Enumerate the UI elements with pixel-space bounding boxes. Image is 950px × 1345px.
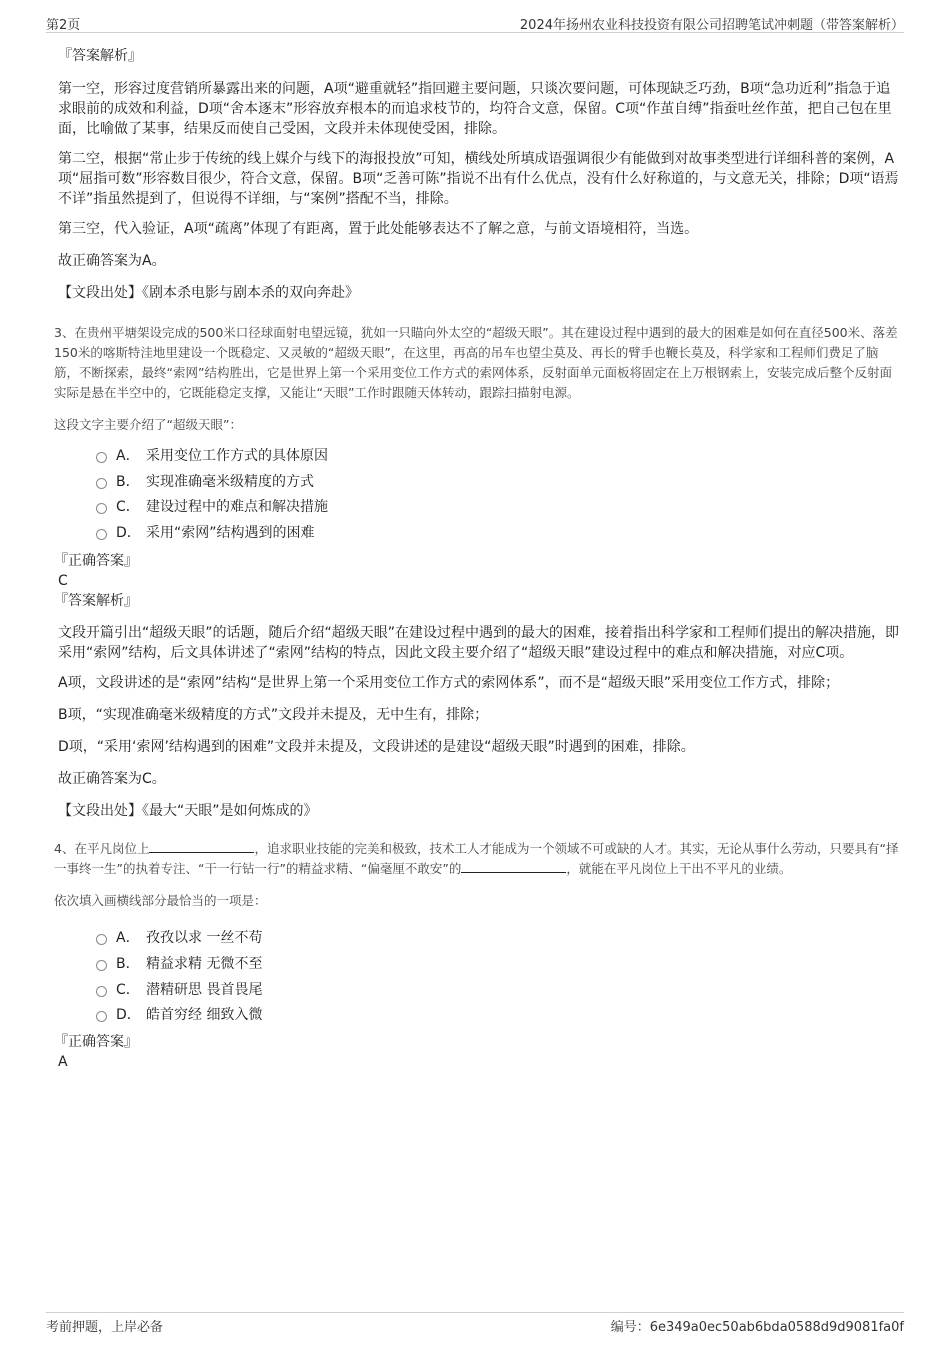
q3-analysis-paragraph: B项，“实现准确毫米级精度的方式”文段并未提及，无中生有，排除； — [58, 707, 489, 724]
q2-analysis-paragraph: 第二空，根据“常止步于传统的线上媒介与线下的海报投放”可知，横线处所填成语强调很少有能做到对故事类型进行详细科普的案例，A项“屈指可数”形容数目很少，符合文意，保留。B项“乏善可陈”指说不出有什么优点，没有什么好称道的，与文意无关，排除；D项“语焉不详”指虽然提到了，但说得不详细，与“案例”搭配不当，排除。 — [58, 151, 899, 207]
option-text: 皓首穷经 细致入微 — [146, 1007, 263, 1024]
q4-answer-value: A — [58, 1053, 68, 1070]
radio-icon[interactable] — [96, 1011, 107, 1022]
option-text: 建设过程中的难点和解决措施 — [146, 499, 328, 516]
option-letter: A． — [116, 930, 140, 947]
option-letter: A． — [116, 448, 140, 464]
radio-icon[interactable] — [96, 478, 107, 489]
q2-analysis-paragraph: 第三空，代入验证，A项“疏离”体现了有距离，置于此处能够表达不了解之意，与前文语境相符，当选。 — [58, 221, 699, 237]
option-letter: C． — [116, 499, 140, 516]
option-text: 实现准确毫米级精度的方式 — [146, 473, 314, 490]
q3-question-text: 3、在贵州平塘架设完成的500米口径球面射电望远镜，犹如一只瞄向外太空的“超级天眼”。其在建设过程中遇到的最大的困难是如何在直径500米、落差150米的喀斯特洼地里建设一个既稳定、又灵敏的“超级天眼”，在这里，再高的吊车也望尘莫及、再长的臂手也鞭长莫及，科学家和工程师们费足了脑筋，不断探索，最终“索网”结构胜出，它是世界上第一个采用变位工作方式的索网体系，反射面单元面板将固定在上万根钢索上，安装完成后整个反射面实际是悬在半空中的，它既能稳定支撑，又能让“天眼”工作时跟随天体转动，跟踪扫描射电源。 — [54, 325, 898, 400]
q3-option-a[interactable] — [58, 445, 900, 471]
q4-text-part2: ，追求职业技能的完美和极致，技术工人才能成为一个领域不可或缺的人才。其实，无论从事什么劳动，只要具有“择一事终一生”的执着专注、“干一行钻一行”的精益求精、“偏毫厘不敢安”的 — [54, 841, 899, 877]
q2-analysis-paragraph: 故正确答案为A。 — [58, 253, 166, 269]
footer-slogan: 考前押题，上岸必备 — [46, 1320, 164, 1335]
q3-options — [58, 445, 900, 547]
page-header — [46, 12, 904, 33]
q4-answer-label: 『正确答案』 — [54, 1033, 138, 1050]
page-number: 第2页 — [46, 18, 81, 33]
q4-option-d[interactable] — [58, 1004, 900, 1030]
q4-option-b[interactable] — [58, 953, 900, 979]
q3-analysis-paragraph: 故正确答案为C。 — [58, 771, 166, 788]
option-text: 采用“索网”结构遇到的困难 — [146, 524, 315, 541]
q4-text-part1: 4、在平凡岗位上 — [54, 841, 150, 857]
q3-source: 【文段出处】《最大“天眼”是如何炼成的》 — [58, 803, 318, 820]
page-content — [54, 46, 900, 1072]
option-letter: B． — [116, 955, 140, 972]
q4-text-part3: ，就能在平凡岗位上干出不平凡的业绩。 — [566, 861, 792, 877]
fill-blank — [461, 860, 566, 873]
radio-icon[interactable] — [96, 986, 107, 997]
q4-question-text — [54, 839, 900, 879]
q2-analysis-label: 『答案解析』 — [58, 48, 142, 64]
q2-source: 【文段出处】《剧本杀电影与剧本杀的双向奔赴》 — [58, 285, 359, 301]
radio-icon[interactable] — [96, 960, 107, 971]
q2-analysis-paragraph: 第一空，形容过度营销所暴露出来的问题，A项“避重就轻”指回避主要问题，只谈次要问题，可体现缺乏巧劲，B项“急功近利”指急于追求眼前的成效和利益，D项“舍本逐末”形容放弃根本的而追求枝节的，均符合文意，保留。C项“作茧自缚”指蚕吐丝作茧，把自己包在里面，比喻做了某事，结果反而使自己受困，文段并未体现使受困，排除。 — [58, 81, 892, 137]
q3-option-d[interactable] — [58, 522, 900, 548]
q3-analysis-label: 『答案解析』 — [54, 593, 138, 610]
radio-icon[interactable] — [96, 503, 107, 514]
option-letter: D． — [116, 1007, 141, 1024]
q3-answer-value: C — [58, 573, 68, 590]
footer-serial: 编号：6e349a0ec50ab6bda0588d9d9081fa0f — [610, 1320, 904, 1335]
radio-icon[interactable] — [96, 934, 107, 945]
q4-question-prompt: 依次填入画横线部分最恰当的一项是： — [54, 893, 267, 909]
option-text: 潜精研思 畏首畏尾 — [146, 981, 263, 998]
q3-option-b[interactable] — [58, 471, 900, 497]
page-footer — [46, 1312, 904, 1333]
option-text: 孜孜以求 一丝不苟 — [146, 930, 263, 947]
q3-analysis-paragraph: 文段开篇引出“超级天眼”的话题，随后介绍“超级天眼”在建设过程中遇到的最大的困难，接着指出科学家和工程师们提出的解决措施，即采用“索网”结构，后文具体讲述了“索网”结构的特点，因此文段主要介绍了“超级天眼”建设过程中的难点和解决措施，对应C项。 — [58, 625, 900, 662]
option-letter: B． — [116, 473, 140, 490]
q3-question-prompt: 这段文字主要介绍了“超级天眼”： — [54, 417, 242, 432]
q3-answer-label: 『正确答案』 — [54, 553, 138, 570]
q3-option-c[interactable] — [58, 496, 900, 522]
q4-options — [58, 927, 900, 1029]
q3-analysis-paragraph: D项，“采用‘索网’结构遇到的困难”文段并未提及，文段讲述的是建设“超级天眼”时遇到的困难，排除。 — [58, 739, 695, 756]
fill-blank — [149, 840, 254, 853]
option-letter: D． — [116, 524, 141, 541]
q4-option-a[interactable] — [58, 927, 900, 953]
option-text: 精益求精 无微不至 — [146, 955, 263, 972]
option-letter: C． — [116, 981, 140, 998]
radio-icon[interactable] — [96, 452, 107, 463]
radio-icon[interactable] — [96, 529, 107, 540]
option-text: 采用变位工作方式的具体原因 — [146, 448, 328, 464]
document-title: 2024年扬州农业科技投资有限公司招聘笔试冲刺题（带答案解析） — [519, 18, 904, 33]
q3-analysis-paragraph: A项，文段讲述的是“索网”结构“是世界上第一个采用变位工作方式的索网体系”，而不是“超级天眼”采用变位工作方式，排除； — [58, 675, 840, 692]
q4-option-c[interactable] — [58, 979, 900, 1005]
